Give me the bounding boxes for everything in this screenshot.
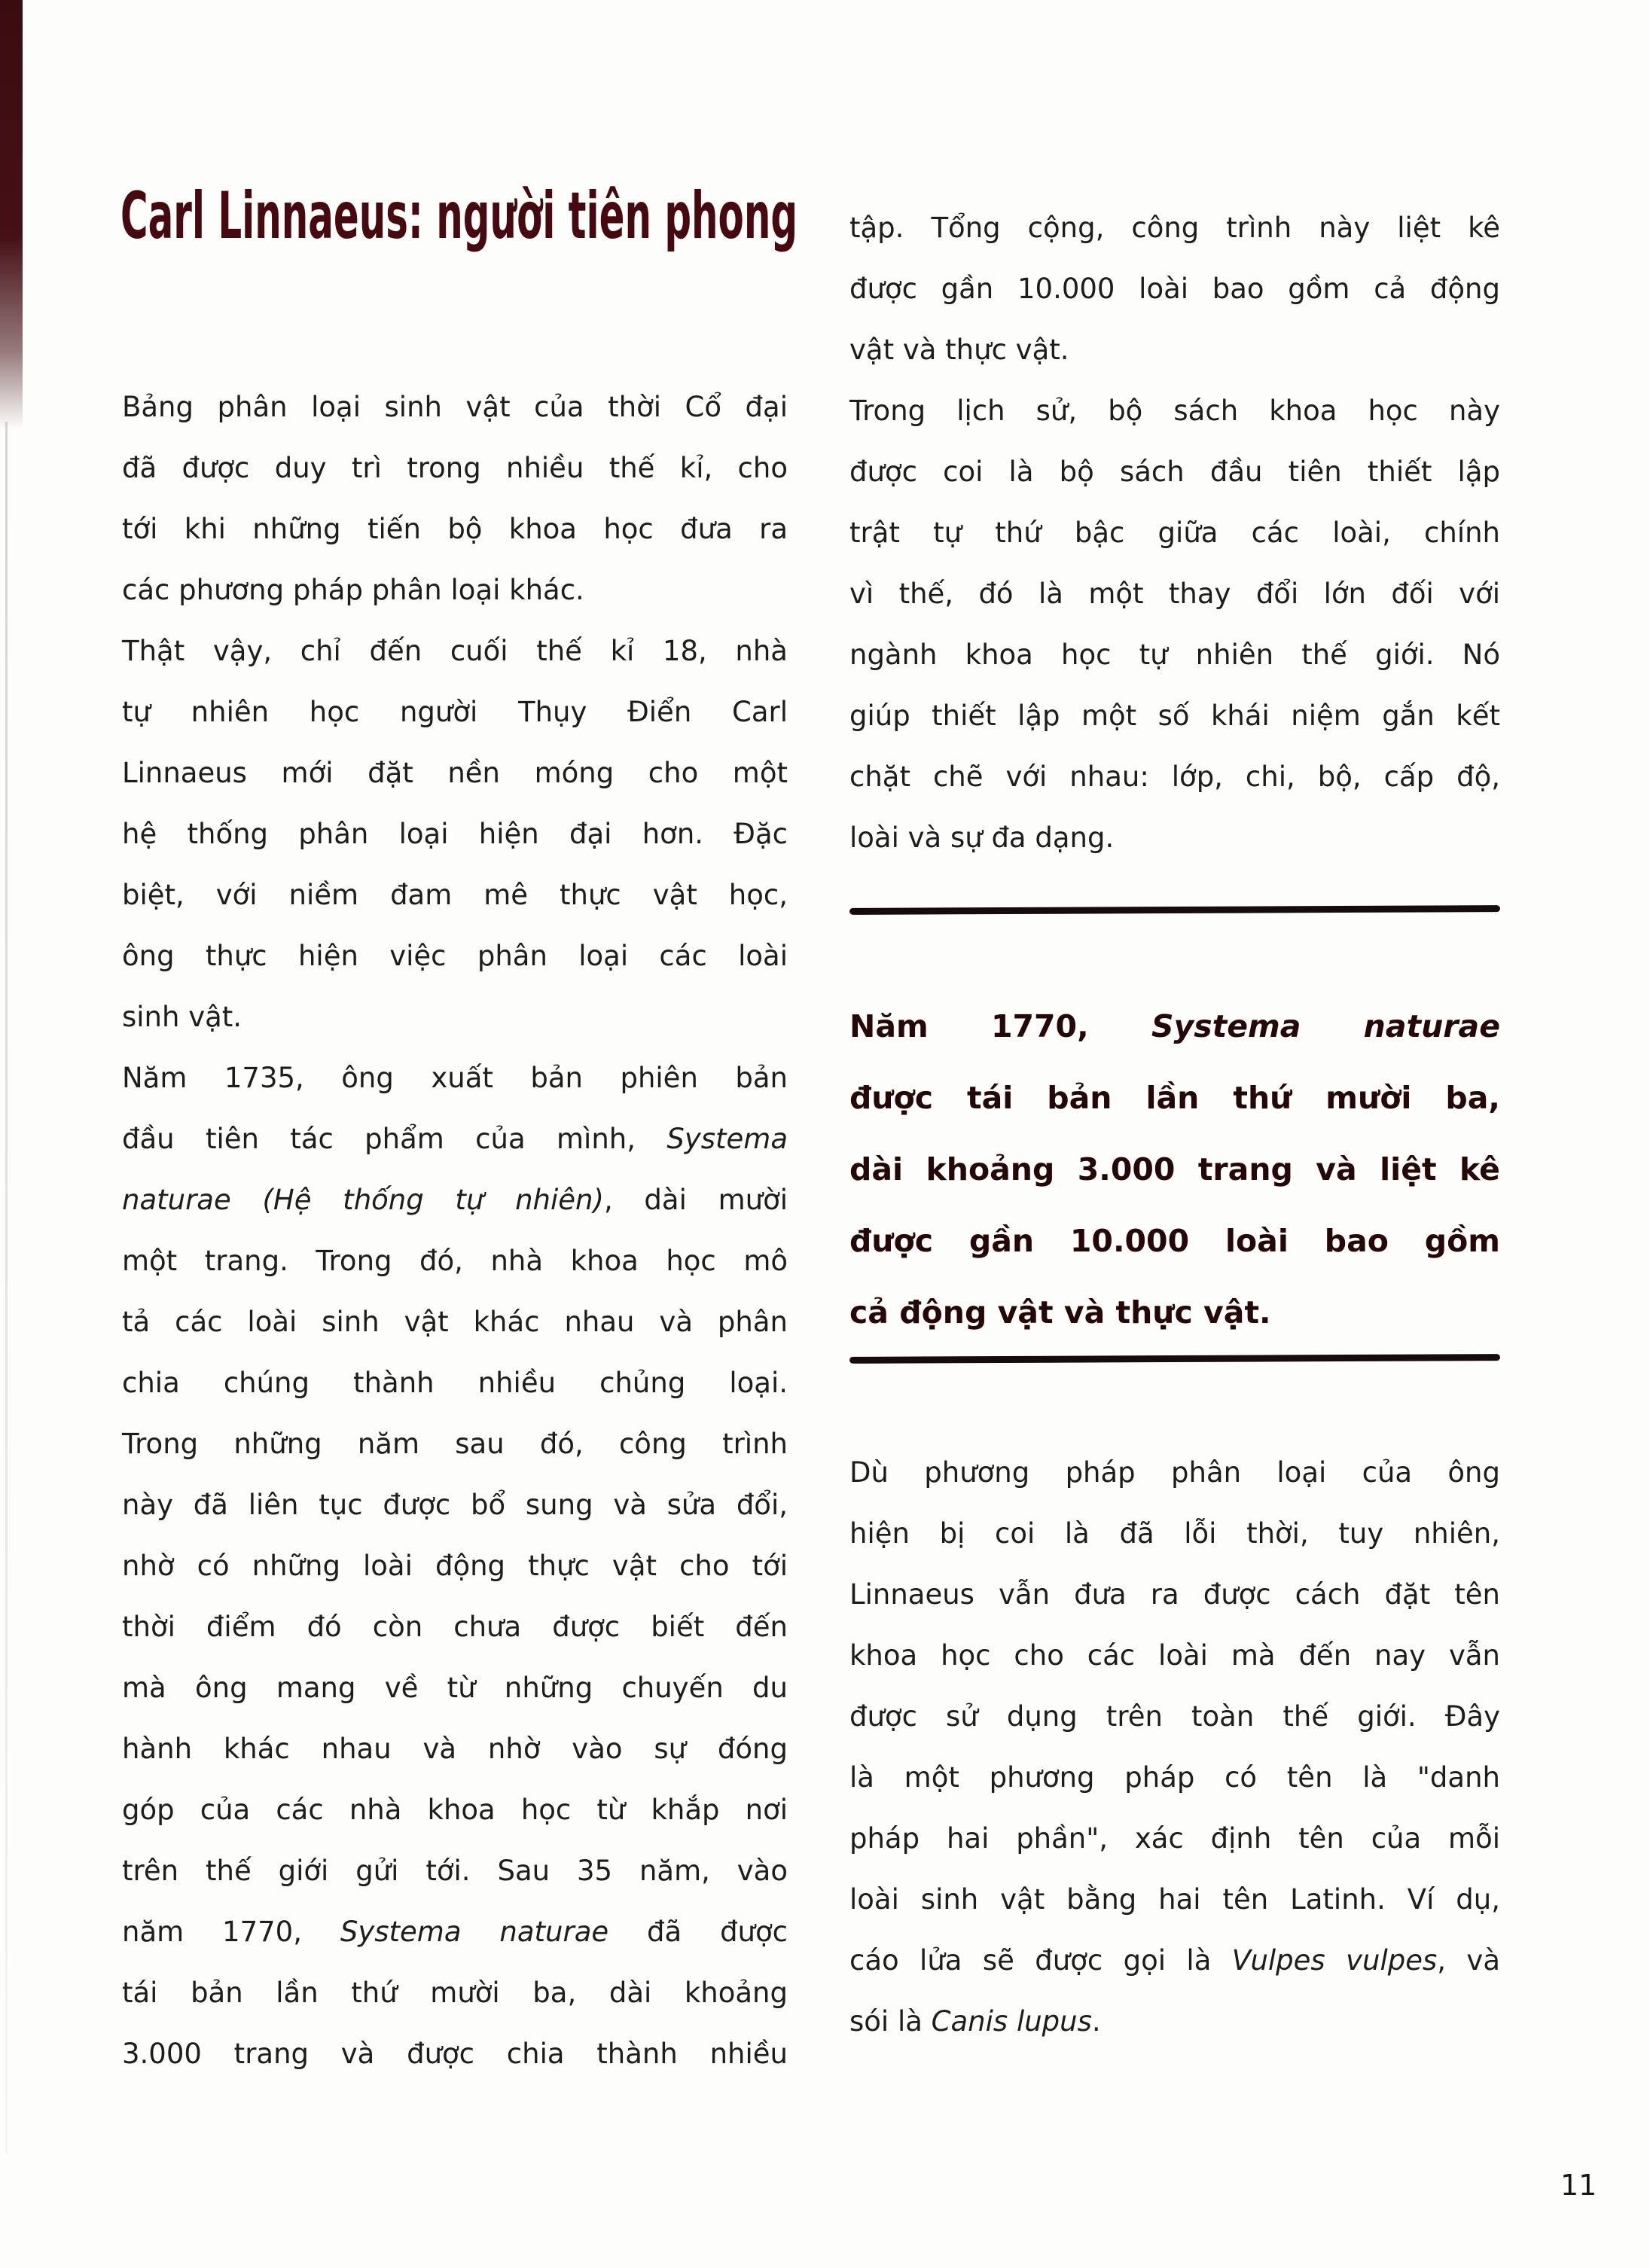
text-line bbox=[122, 1718, 788, 1779]
text-line bbox=[122, 1962, 788, 2023]
text-line bbox=[122, 1657, 788, 1718]
text-segment: đã được bbox=[608, 1916, 788, 1948]
text-line bbox=[849, 1991, 1500, 2052]
spine-mark bbox=[0, 0, 23, 429]
text-segment: Thật vậy, chỉ đến cuối thế kỉ 18, nhà bbox=[122, 635, 788, 667]
italic-text-segment: Canis lupus bbox=[931, 2005, 1092, 2038]
text-line bbox=[849, 1062, 1500, 1134]
text-segment: Linnaeus mới đặt nền móng cho một bbox=[122, 757, 788, 789]
text-segment: vật và thực vật. bbox=[849, 334, 1069, 366]
text-line bbox=[122, 498, 788, 559]
text-line bbox=[122, 2023, 788, 2084]
text-segment: chặt chẽ với nhau: lớp, chi, bộ, cấp độ, bbox=[849, 761, 1500, 793]
text-line bbox=[122, 376, 788, 437]
text-segment: được gần 10.000 loài bao gồm bbox=[849, 1223, 1500, 1259]
text-segment: là một phương pháp có tên là "danh bbox=[849, 1761, 1500, 1794]
text-line bbox=[849, 1808, 1500, 1869]
text-line bbox=[122, 1169, 788, 1230]
text-segment: , và bbox=[1437, 1944, 1500, 1977]
text-segment: mà ông mang về từ những chuyến du bbox=[122, 1672, 788, 1704]
text-segment: pháp hai phần", xác định tên của mỗi bbox=[849, 1822, 1500, 1855]
text-segment: , dài mười bbox=[603, 1184, 788, 1216]
text-line bbox=[122, 1474, 788, 1535]
text-line bbox=[849, 502, 1500, 563]
text-segment: đã được duy trì trong nhiều thế kỉ, cho bbox=[122, 452, 788, 484]
page-number: 11 bbox=[1560, 2169, 1597, 2202]
text-segment: được coi là bộ sách đầu tiên thiết lập bbox=[849, 456, 1500, 488]
pull-quote bbox=[849, 991, 1500, 1349]
right-column-after-quote-text bbox=[849, 1442, 1500, 2052]
text-line bbox=[849, 197, 1500, 258]
text-line bbox=[122, 925, 788, 986]
text-segment: đầu tiên tác phẩm của mình, bbox=[122, 1123, 667, 1155]
text-segment: tả các loài sinh vật khác nhau và phân bbox=[122, 1306, 788, 1338]
text-segment: sinh vật. bbox=[122, 1001, 242, 1033]
text-segment: nhờ có những loài động thực vật cho tới bbox=[122, 1550, 788, 1582]
text-line bbox=[122, 1108, 788, 1169]
text-segment: hiện bị coi là đã lỗi thời, tuy nhiên, bbox=[849, 1517, 1500, 1550]
text-segment: được sử dụng trên toàn thế giới. Đây bbox=[849, 1700, 1500, 1733]
text-line bbox=[122, 1230, 788, 1291]
text-segment: trên thế giới gửi tới. Sau 35 năm, vào bbox=[122, 1855, 788, 1887]
text-segment: dài khoảng 3.000 trang và liệt kê bbox=[849, 1151, 1500, 1187]
text-line bbox=[849, 991, 1500, 1062]
text-segment: tái bản lần thứ mười ba, dài khoảng bbox=[122, 1977, 788, 2009]
text-line bbox=[122, 559, 788, 620]
text-line bbox=[122, 681, 788, 742]
text-segment: 3.000 trang và được chia thành nhiều bbox=[122, 2038, 788, 2070]
text-segment: Dù phương pháp phân loại của ông bbox=[849, 1456, 1500, 1489]
text-segment: tập. Tổng cộng, công trình này liệt kê bbox=[849, 212, 1500, 244]
text-segment: góp của các nhà khoa học từ khắp nơi bbox=[122, 1794, 788, 1826]
text-segment: loài và sự đa dạng. bbox=[849, 822, 1115, 854]
text-segment: loài sinh vật bằng hai tên Latinh. Ví dụ, bbox=[849, 1883, 1500, 1916]
text-line bbox=[122, 1352, 788, 1413]
text-segment: được tái bản lần thứ mười ba, bbox=[849, 1080, 1500, 1116]
text-segment: tới khi những tiến bộ khoa học đưa ra bbox=[122, 513, 788, 545]
left-column bbox=[122, 376, 788, 2084]
text-segment: hệ thống phân loại hiện đại hơn. Đặc bbox=[122, 818, 788, 850]
text-segment: một trang. Trong đó, nhà khoa học mô bbox=[122, 1245, 788, 1277]
text-line bbox=[122, 803, 788, 864]
text-segment: vì thế, đó là một thay đổi lớn đối với bbox=[849, 578, 1500, 610]
text-line bbox=[849, 563, 1500, 624]
text-segment: Năm 1770, bbox=[849, 1008, 1151, 1044]
text-segment: được gần 10.000 loài bao gồm cả động bbox=[849, 273, 1500, 305]
text-line bbox=[849, 319, 1500, 380]
text-line bbox=[122, 620, 788, 681]
text-line bbox=[122, 864, 788, 925]
text-segment: biệt, với niềm đam mê thực vật học, bbox=[122, 879, 788, 911]
scan-edge-line bbox=[5, 422, 8, 2154]
italic-text-segment: Systema bbox=[666, 1123, 788, 1155]
text-line bbox=[849, 807, 1500, 868]
text-segment: ngành khoa học tự nhiên thế giới. Nó bbox=[849, 639, 1500, 671]
italic-text-segment: naturae (Hệ thống tự nhiên) bbox=[122, 1184, 604, 1216]
text-line bbox=[849, 1277, 1500, 1349]
text-line bbox=[122, 1596, 788, 1657]
text-segment: sói là bbox=[849, 2005, 932, 2038]
pull-quote-bottom-rule bbox=[849, 1354, 1500, 1364]
text-line bbox=[122, 742, 788, 803]
text-segment: chia chúng thành nhiều chủng loại. bbox=[122, 1367, 788, 1399]
italic-text-segment: Systema naturae bbox=[340, 1916, 609, 1948]
text-segment: Bảng phân loại sinh vật của thời Cổ đại bbox=[122, 391, 788, 423]
text-line bbox=[122, 1413, 788, 1474]
pull-quote-top-rule bbox=[849, 905, 1500, 915]
text-line bbox=[849, 258, 1500, 319]
text-segment: . bbox=[1091, 2005, 1101, 2038]
text-segment: các phương pháp phân loại khác. bbox=[122, 574, 584, 606]
text-line bbox=[849, 746, 1500, 807]
text-segment: Năm 1735, ông xuất bản phiên bản bbox=[122, 1062, 788, 1094]
text-line bbox=[849, 1442, 1500, 1503]
text-line bbox=[849, 1503, 1500, 1564]
text-segment: Trong lịch sử, bộ sách khoa học này bbox=[849, 395, 1500, 427]
text-line bbox=[849, 1869, 1500, 1930]
text-line bbox=[122, 1535, 788, 1596]
text-segment: cả động vật và thực vật. bbox=[849, 1294, 1271, 1331]
text-line bbox=[122, 986, 788, 1047]
text-line bbox=[849, 441, 1500, 502]
text-line bbox=[122, 437, 788, 498]
text-line bbox=[849, 1206, 1500, 1277]
right-column-continued-text bbox=[849, 197, 1500, 868]
text-line bbox=[849, 624, 1500, 685]
page-title: Carl Linnaeus: người tiên phong bbox=[120, 178, 798, 254]
text-segment: hành khác nhau và nhờ vào sự đóng bbox=[122, 1733, 788, 1765]
text-segment: Linnaeus vẫn đưa ra được cách đặt tên bbox=[849, 1578, 1500, 1611]
italic-text-segment: Systema naturae bbox=[1151, 1008, 1500, 1044]
text-segment: ông thực hiện việc phân loại các loài bbox=[122, 940, 788, 972]
text-line bbox=[849, 1930, 1500, 1991]
text-line bbox=[122, 1840, 788, 1901]
text-line bbox=[849, 1134, 1500, 1206]
text-line bbox=[122, 1901, 788, 1962]
text-segment: này đã liên tục được bổ sung và sửa đổi, bbox=[122, 1489, 788, 1521]
text-segment: cáo lửa sẽ được gọi là bbox=[849, 1944, 1232, 1977]
text-segment: khoa học cho các loài mà đến nay vẫn bbox=[849, 1639, 1500, 1672]
text-line bbox=[849, 1686, 1500, 1747]
text-line bbox=[849, 1747, 1500, 1808]
text-line bbox=[849, 380, 1500, 441]
text-segment: tự nhiên học người Thụy Điển Carl bbox=[122, 696, 788, 728]
text-line bbox=[849, 1625, 1500, 1686]
text-line bbox=[122, 1779, 788, 1840]
text-segment: năm 1770, bbox=[122, 1916, 340, 1948]
text-segment: trật tự thứ bậc giữa các loài, chính bbox=[849, 517, 1500, 549]
text-segment: Trong những năm sau đó, công trình bbox=[122, 1428, 788, 1460]
text-line bbox=[849, 1564, 1500, 1625]
text-segment: giúp thiết lập một số khái niệm gắn kết bbox=[849, 700, 1500, 732]
text-line bbox=[849, 685, 1500, 746]
text-line bbox=[122, 1291, 788, 1352]
text-line bbox=[122, 1047, 788, 1108]
text-segment: thời điểm đó còn chưa được biết đến bbox=[122, 1611, 788, 1643]
italic-text-segment: Vulpes vulpes bbox=[1231, 1944, 1438, 1977]
